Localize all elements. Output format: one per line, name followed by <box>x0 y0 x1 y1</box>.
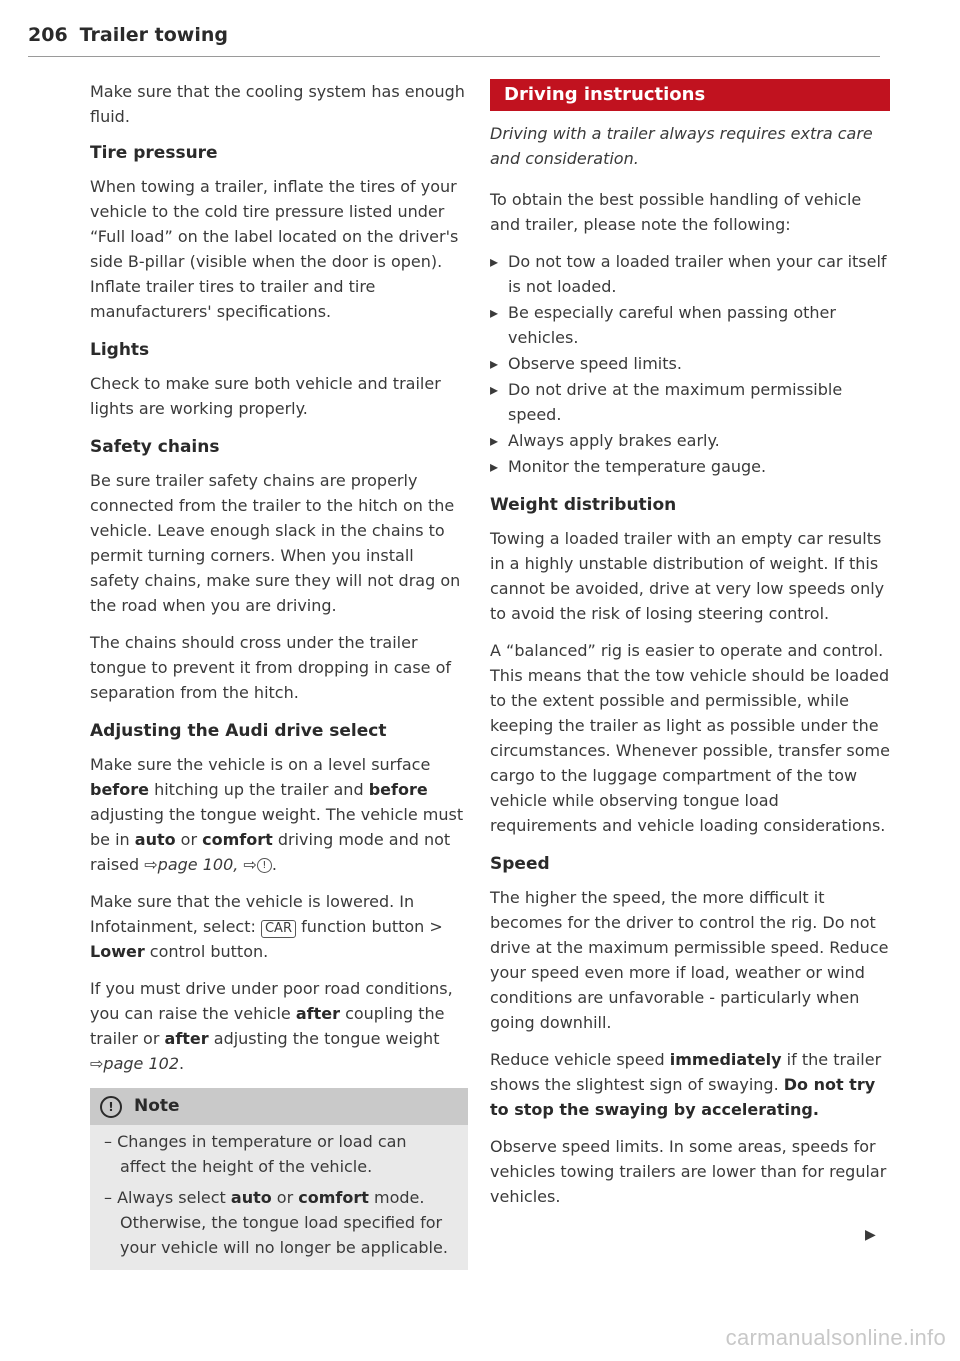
text-run: . <box>179 1054 185 1073</box>
emphasis: auto <box>134 830 176 849</box>
note-item <box>90 1181 468 1262</box>
text-run: driving mode and not raised <box>90 830 451 874</box>
cooling-paragraph: Make sure that the cooling system has enough fluid. <box>90 82 465 126</box>
intro-paragraph: To obtain the best possible handling of vehicle and trailer, please note the following: <box>490 190 862 234</box>
page-reference-link[interactable]: ⇨page 102 <box>90 1054 179 1073</box>
list-item: ▸ Do not drive at the maximum permissible speed. <box>490 377 890 427</box>
list-item: ▸ Observe speed limits. <box>490 351 890 376</box>
car-key-label: CAR <box>261 920 296 938</box>
emphasis: Lower <box>90 942 145 961</box>
text-run: adjusting the tongue weight <box>208 1029 440 1048</box>
page-number: 206 <box>28 24 68 46</box>
speed-paragraph-1: The higher the speed, the more difficult it becomes for the driver to control the rig. Do not drive at the maximum permissible speed. Reduce your speed even more if load, weather or wind conditions are unfavorable - particularly when going downhill. <box>490 888 889 1032</box>
continue-arrow-icon: ▶ <box>865 1227 876 1243</box>
text-run: adjusting the tongue weight. The vehicle must be in <box>90 805 464 849</box>
emphasis: comfort <box>202 830 273 849</box>
caution-circle-icon[interactable]: ! <box>257 858 272 873</box>
weight-paragraph-1: Towing a loaded trailer with an empty car results in a highly unstable distribution of weight. If this cannot be avoided, drive at very low speeds only to avoid the risk of losing steering control. <box>490 529 885 623</box>
audi-drive-select-paragraph-3 <box>90 976 468 1076</box>
intro-lede: Driving with a trailer always requires extra care and consideration. <box>490 124 873 168</box>
note-header <box>90 1088 468 1125</box>
lights-heading: Lights <box>90 340 150 360</box>
section-title: Trailer towing <box>79 24 228 46</box>
text-run: function button > <box>296 917 443 936</box>
emphasis: before <box>368 780 428 799</box>
emphasis: auto <box>230 1188 272 1207</box>
speed-heading: Speed <box>490 854 550 874</box>
text-run: if the trailer shows the slightest sign of swaying. <box>490 1050 882 1094</box>
info-circle-icon: ! <box>100 1096 122 1118</box>
emphasis: after <box>164 1029 209 1048</box>
speed-paragraph-3: Observe speed limits. In some areas, speeds for vehicles towing trailers are lower than for regular vehicles. <box>490 1137 887 1206</box>
safety-chains-paragraph-2: The chains should cross under the trailer tongue to prevent it from dropping in case of separation from the hitch. <box>90 633 452 702</box>
list-item: ▸ Monitor the temperature gauge. <box>490 454 890 479</box>
emphasis: comfort <box>298 1188 369 1207</box>
text-run: Make sure the vehicle is on a level surface <box>90 755 431 774</box>
right-column <box>490 79 890 1221</box>
note-item: – Changes in temperature or load can affect the height of the vehicle. <box>104 1132 407 1176</box>
text-run: If you must drive under poor road conditions, you can raise the vehicle <box>90 979 453 1023</box>
audi-drive-select-paragraph-1 <box>90 752 468 877</box>
text-run: Make sure that the vehicle is lowered. In Infotainment, select: <box>90 892 415 936</box>
header-divider <box>28 56 880 57</box>
text-run: or <box>271 1188 299 1207</box>
lights-paragraph: Check to make sure both vehicle and trailer lights are working properly. <box>90 374 441 418</box>
list-item: ▸ Do not tow a loaded trailer when your car itself is not loaded. <box>490 249 890 299</box>
emphasis: immediately <box>669 1050 782 1069</box>
safety-chains-heading: Safety chains <box>90 437 220 457</box>
text-run: Reduce vehicle speed <box>490 1050 670 1069</box>
weight-distribution-heading: Weight distribution <box>490 495 677 515</box>
text-run: mode. Otherwise, the tongue load specified for your vehicle will no longer be applicable. <box>120 1188 448 1257</box>
text-run: – Always select <box>104 1188 231 1207</box>
weight-paragraph-2: A “balanced” rig is easier to operate and control. This means that the tow vehicle should be loaded to the extent possible and permissible, while keeping the trailer as light as possible under the circumstances. Whenever possible, transfer some cargo to the luggage compartment of the tow vehicle while observing tongue load requirements and vehicle loading considerations. <box>490 641 890 835</box>
tire-pressure-heading: Tire pressure <box>90 143 218 163</box>
watermark: carmanualsonline.info <box>725 1325 946 1350</box>
audi-drive-select-paragraph-2 <box>90 889 468 964</box>
tire-pressure-paragraph: When towing a trailer, inflate the tires of your vehicle to the cold tire pressure listed under “Full load” on the label located on the driver's side B-pillar (visible when the door is open). Inflate trailer tires to trailer and tire manufacturers' specifications. <box>90 177 459 321</box>
emphasis: Do not try to stop the swaying by accelerating. <box>490 1075 876 1119</box>
driving-instructions-banner: Driving instructions <box>490 79 890 111</box>
text-run: control button. <box>144 942 269 961</box>
instructions-list <box>490 249 890 479</box>
left-column <box>90 79 468 1270</box>
emphasis: after <box>295 1004 340 1023</box>
text-run: or <box>175 830 203 849</box>
page-header <box>28 24 228 46</box>
text-run: coupling the trailer or <box>90 1004 445 1048</box>
note-box <box>90 1088 468 1270</box>
emphasis: before <box>90 780 149 799</box>
safety-chains-paragraph-1: Be sure trailer safety chains are properly connected from the trailer to the hitch on the vehicle. Leave enough slack in the chains to permit turning corners. When you install safety chains, make sure they will not drag on the road when you are driving. <box>90 471 461 615</box>
note-title: Note <box>134 1096 180 1116</box>
speed-paragraph-2 <box>490 1047 890 1122</box>
text-run: . <box>271 855 277 874</box>
audi-drive-select-heading: Adjusting the Audi drive select <box>90 721 387 741</box>
page-reference-link[interactable]: ⇨page 100, ⇨ <box>144 855 257 874</box>
text-run: hitching up the trailer and <box>149 780 369 799</box>
list-item: ▸ Always apply brakes early. <box>490 428 890 453</box>
list-item: ▸ Be especially careful when passing other vehicles. <box>490 300 890 350</box>
